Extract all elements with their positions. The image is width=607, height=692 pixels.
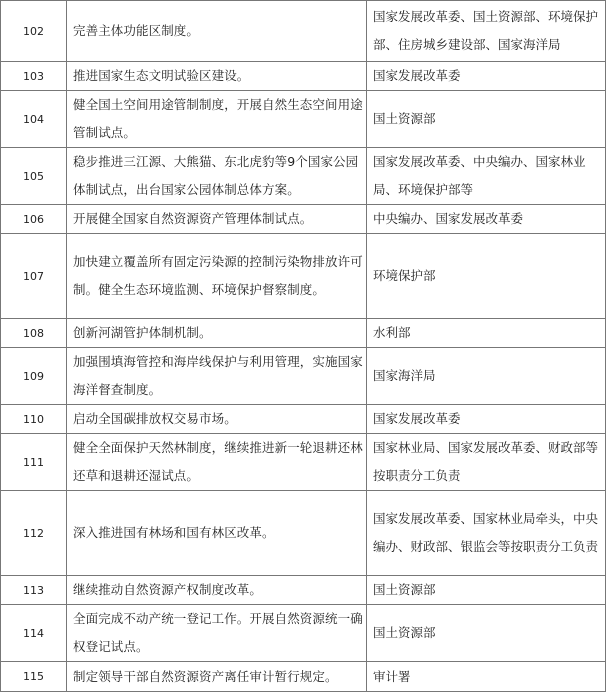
row-number: 114 [1, 605, 67, 662]
table-row [1, 148, 606, 205]
table-row [1, 205, 606, 234]
responsible-dept: 国家发展改革委 [367, 405, 606, 434]
measure-text: 加强围填海管控和海岸线保护与利用管理，实施国家海洋督查制度。 [67, 348, 367, 405]
measure-text: 稳步推进三江源、大熊猫、东北虎豹等9个国家公园体制试点，出台国家公园体制总体方案。 [67, 148, 367, 205]
responsible-dept: 中央编办、国家发展改革委 [367, 205, 606, 234]
measure-text: 开展健全国家自然资源资产管理体制试点。 [67, 205, 367, 234]
responsible-dept: 国家发展改革委、中央编办、国家林业局、环境保护部等 [367, 148, 606, 205]
row-number: 107 [1, 234, 67, 319]
measure-text: 健全国土空间用途管制制度，开展自然生态空间用途管制试点。 [67, 91, 367, 148]
table-row [1, 605, 606, 662]
table-row [1, 348, 606, 405]
responsible-dept: 国家林业局、国家发展改革委、财政部等按职责分工负责 [367, 434, 606, 491]
responsible-dept: 国家发展改革委 [367, 62, 606, 91]
row-number: 113 [1, 576, 67, 605]
measure-text: 加快建立覆盖所有固定污染源的控制污染物排放许可制。健全生态环境监测、环境保护督察制度。 [67, 234, 367, 319]
measure-text: 启动全国碳排放权交易市场。 [67, 405, 367, 434]
responsible-dept: 审计署 [367, 662, 606, 692]
table-row [1, 662, 606, 692]
table-row [1, 62, 606, 91]
table-body [1, 1, 606, 692]
measure-text: 全面完成不动产统一登记工作。开展自然资源统一确权登记试点。 [67, 605, 367, 662]
row-number: 112 [1, 491, 67, 576]
responsible-dept: 国家海洋局 [367, 348, 606, 405]
table-row [1, 234, 606, 319]
measure-text: 完善主体功能区制度。 [67, 1, 367, 62]
table-row [1, 491, 606, 576]
responsible-dept: 国家发展改革委、国家林业局牵头，中央编办、财政部、银监会等按职责分工负责 [367, 491, 606, 576]
table-row [1, 576, 606, 605]
row-number: 115 [1, 662, 67, 692]
measure-text: 继续推动自然资源产权制度改革。 [67, 576, 367, 605]
row-number: 106 [1, 205, 67, 234]
row-number: 111 [1, 434, 67, 491]
responsible-dept: 水利部 [367, 319, 606, 348]
responsible-dept: 国土资源部 [367, 605, 606, 662]
measure-text: 制定领导干部自然资源资产离任审计暂行规定。 [67, 662, 367, 692]
row-number: 103 [1, 62, 67, 91]
table-row [1, 319, 606, 348]
responsible-dept: 环境保护部 [367, 234, 606, 319]
responsible-dept: 国土资源部 [367, 91, 606, 148]
table-row [1, 405, 606, 434]
row-number: 108 [1, 319, 67, 348]
row-number: 105 [1, 148, 67, 205]
row-number: 110 [1, 405, 67, 434]
measure-text: 创新河湖管护体制机制。 [67, 319, 367, 348]
table-row [1, 91, 606, 148]
row-number: 102 [1, 1, 67, 62]
row-number: 104 [1, 91, 67, 148]
table-row [1, 1, 606, 62]
row-number: 109 [1, 348, 67, 405]
responsible-dept: 国土资源部 [367, 576, 606, 605]
table-row [1, 434, 606, 491]
measure-text: 推进国家生态文明试验区建设。 [67, 62, 367, 91]
responsible-dept: 国家发展改革委、国土资源部、环境保护部、住房城乡建设部、国家海洋局 [367, 1, 606, 62]
measure-text: 深入推进国有林场和国有林区改革。 [67, 491, 367, 576]
measure-text: 健全全面保护天然林制度，继续推进新一轮退耕还林还草和退耕还湿试点。 [67, 434, 367, 491]
